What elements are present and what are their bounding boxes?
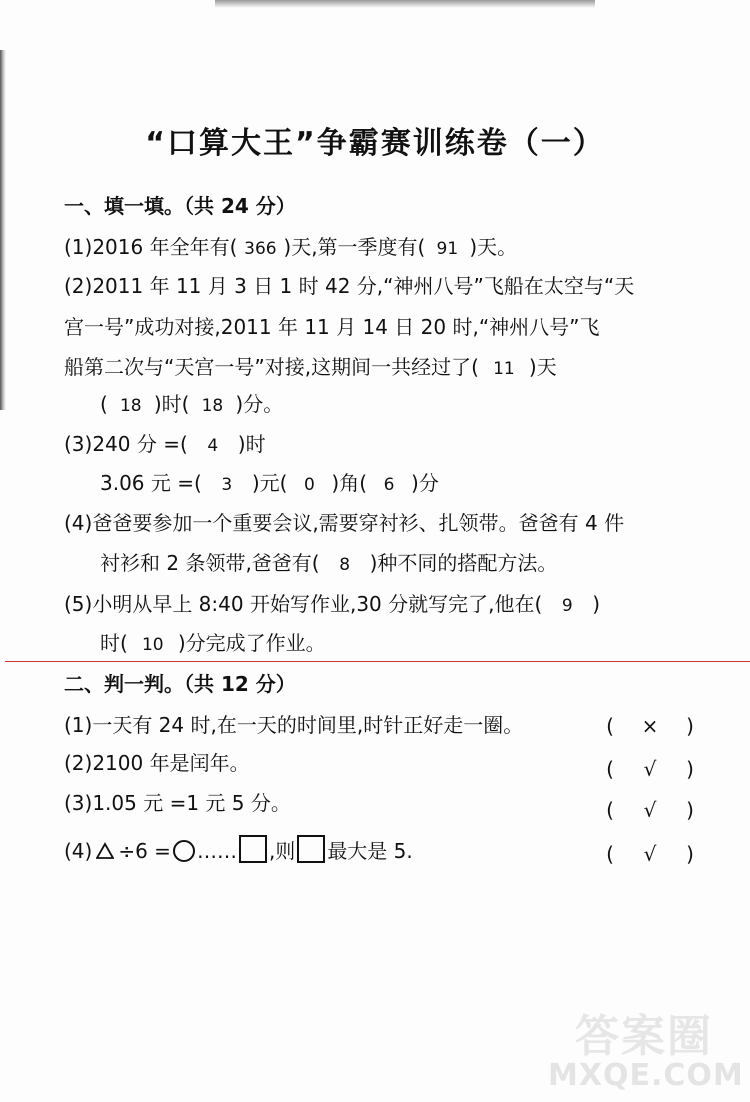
q1-answer-2: 91 <box>436 239 459 259</box>
q1: (1)2016 年全年有( 366 )天,第一季度有( 91 )天。 <box>64 234 517 262</box>
watermark-logo: 答案圈 <box>575 1011 713 1062</box>
q2-answer-1: 11 <box>493 359 515 379</box>
judge-answer-4: √ <box>643 842 657 866</box>
q2-answer-3: 18 <box>201 396 224 416</box>
square-box-icon <box>239 835 267 863</box>
q2-line4: ( 18 )时( 18 )分。 <box>100 391 283 419</box>
judge-item-2: (2)2100 年是闰年。 <box>64 751 250 775</box>
q3-line1: (3)240 分 =( 4 )时 <box>64 431 266 459</box>
judge-mark-4: ( √ ) <box>606 842 694 866</box>
judge-item-1: (1)一天有 24 时,在一天的时间里,时针正好走一圈。 <box>64 713 524 737</box>
section-divider <box>5 661 750 662</box>
circle-icon <box>173 840 195 862</box>
judge-item-3: (3)1.05 元 =1 元 5 分。 <box>64 791 291 815</box>
judge-mark-1: ( × ) <box>606 714 694 738</box>
watermark-url: MXQE.COM <box>548 1058 744 1093</box>
q4-answer: 8 <box>339 555 351 575</box>
judge-mark-3: ( √ ) <box>606 798 694 822</box>
q5-line2: 时( 10 )分完成了作业。 <box>100 630 326 658</box>
q2-line3: 船第二次与“天宫一号”对接,这期间一共经过了( 11 )天 <box>64 354 557 382</box>
page-title: “口算大王”争霸赛训练卷（一） <box>145 126 605 161</box>
q5-answer-2: 10 <box>141 635 164 655</box>
q4-line2: 衬衫和 2 条领带,爸爸有( 8 )种不同的搭配方法。 <box>100 550 557 578</box>
q3-answer-3: 0 <box>304 475 315 495</box>
judge-answer-1: × <box>641 714 659 738</box>
triangle-icon <box>96 842 114 860</box>
judge-answer-3: √ <box>643 798 657 822</box>
q2-answer-2: 18 <box>119 396 142 416</box>
page-edge-shadow-left <box>0 50 6 410</box>
section2-heading: 二、判一判。（共 12 分） <box>64 672 296 696</box>
q5-answer-1: 9 <box>561 596 573 616</box>
square-box-icon <box>297 835 325 863</box>
q2-line1: (2)2011 年 11 月 3 日 1 时 42 分,“神州八号”飞船在太空与“天 <box>64 274 635 298</box>
page-edge-shadow-top <box>215 0 595 8</box>
q1-answer-1: 366 <box>244 239 277 259</box>
q3-line2: 3.06 元 =( 3 )元( 0 )角( 6 )分 <box>100 470 439 498</box>
section1-heading: 一、填一填。（共 24 分） <box>64 194 296 218</box>
q3-answer-1: 4 <box>207 436 219 456</box>
judge-mark-2: ( √ ) <box>606 757 694 781</box>
q3-answer-4: 6 <box>383 475 395 495</box>
q5-line1: (5)小明从早上 8:40 开始写作业,30 分就写完了,他在( 9 ) <box>64 591 600 619</box>
judge-answer-2: √ <box>643 757 657 781</box>
q4-line1: (4)爸爸要参加一个重要会议,需要穿衬衫、扎领带。爸爸有 4 件 <box>64 511 625 535</box>
q3-answer-2: 3 <box>221 475 233 495</box>
judge-item-4: (4) ÷6 = …… ,则 最大是 5. <box>64 835 413 864</box>
q2-line2: 宫一号”成功对接,2011 年 11 月 14 日 20 时,“神州八号”飞 <box>64 315 600 339</box>
